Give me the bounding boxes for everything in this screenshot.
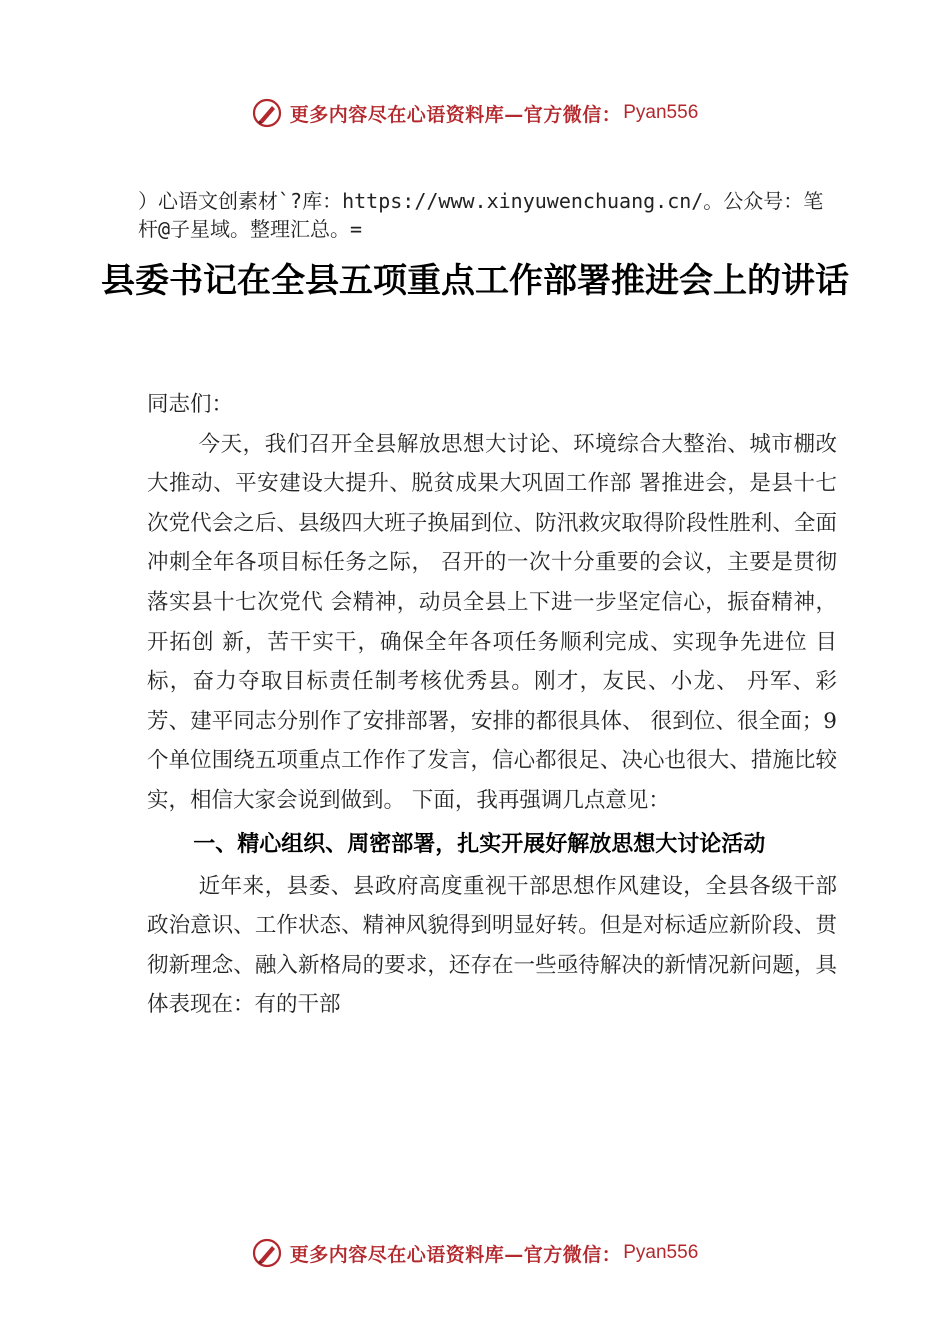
document-title: 县委书记在全县五项重点工作部署推进会上的讲话 — [101, 261, 849, 301]
paragraph-1: 今天，我们召开全县解放思想大讨论、环境综合大整治、城市棚改大推动、平安建设大提升、脱贫成果大巩固工作部 署推进会，是县十七次党代会之后、县级四大班子换届到位、防汛救灾取得阶段性胜利、全面冲刺全年各项目标任务之际， 召开的一次十分重要的会议，主要是贯彻落实县十七次党代 会精神，动员全县上下进一步坚定信心，振奋精神，开拓创 新，苦干实干，确保全年各项任务顺利完成、实现争先进位 目标，奋力夺取目标责任制考核优秀县。刚才，友民、小龙、 丹军、彩芳、建平同志分别作了安排部署，安排的都很具体、 很到位、很全面；9 个单位围绕五项重点工作作了发言，信心都很足、决心也很大、措施比较实，相信大家会说到做到。 下面，我再强调几点意见： — [147, 431, 837, 813]
banner-text: 更多内容尽在心语资料库—官方微信： — [289, 103, 622, 126]
pen-logo-icon — [252, 98, 282, 128]
banner-wechat-id: Pyan556 — [623, 102, 699, 123]
pen-logo-icon — [252, 1238, 282, 1268]
footer-banner-text: 更多内容尽在心语资料库—官方微信： — [289, 1243, 622, 1266]
header-banner — [0, 93, 950, 133]
section-heading-1: 一、精心组织、周密部署，扎实开展好解放思想大讨论活动 — [193, 831, 766, 857]
footer-banner — [0, 1233, 950, 1273]
salutation: 同志们： — [147, 392, 234, 417]
footer-banner-wechat-id: Pyan556 — [623, 1242, 699, 1263]
source-note: ）心语文创素材`?库：https://www.xinyuwenchuang.cn/。公众号：笔杆@子星域。整理汇总。= — [138, 189, 824, 241]
document-body — [147, 385, 837, 1025]
paragraph-2: 近年来，县委、县政府高度重视干部思想作风建设，全县各级干部政治意识、工作状态、精神风貌得到明显好转。但是对标适应新阶段、贯彻新理念、融入新格局的要求，还存在一些亟待解决的新情况新问题，具体表现在：有的干部 — [147, 873, 837, 1018]
